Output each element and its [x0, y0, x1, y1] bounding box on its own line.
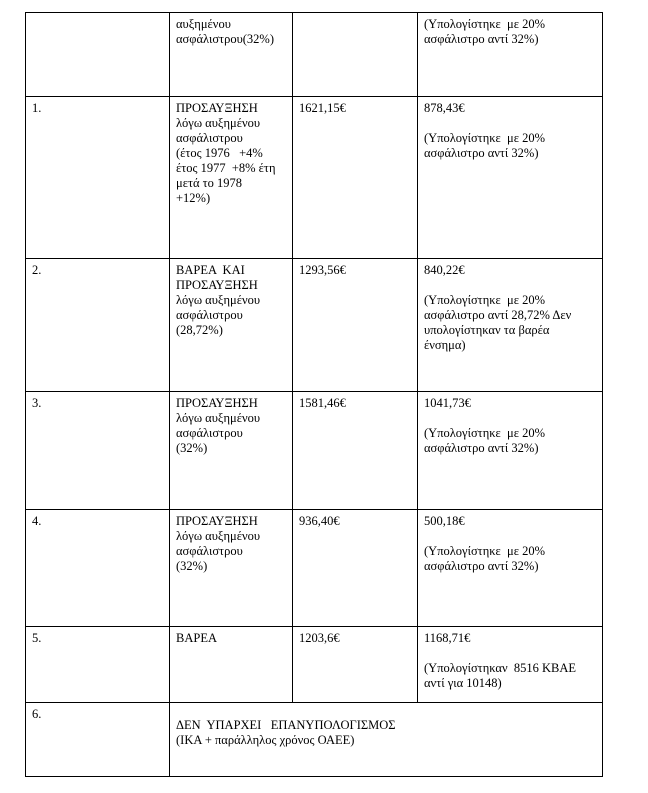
- no-recalculation-line: (ΙΚΑ + παράλληλος χρόνος ΟΑΕΕ): [176, 733, 355, 747]
- note-line: ασφάλιστρο αντί 32%): [424, 146, 539, 160]
- note-line: υπολογίστηκαν τα βαρέα: [424, 323, 550, 337]
- note-line: ασφάλιστρο αντί 28,72% Δεν: [424, 308, 572, 322]
- note-line: ένσημα): [424, 338, 466, 352]
- amount-value: 1203,6€: [299, 631, 340, 645]
- benefit-type-line: ασφάλιστρου: [176, 131, 243, 145]
- recalc-note: [424, 426, 597, 456]
- recalc-cell: [418, 259, 603, 392]
- benefit-type-line: λόγω αυξημένου: [176, 293, 261, 307]
- recalc-value: 878,43€: [424, 101, 465, 115]
- note-line: (Υπολογίστηκε με 20%: [424, 544, 546, 558]
- row-number: 6.: [32, 707, 42, 721]
- row-number-cell: [26, 13, 170, 97]
- amount-cell: [293, 259, 418, 392]
- note-line: (Υπολογίστηκαν 8516 ΚΒΑΕ: [424, 661, 577, 675]
- note-line: (Υπολογίστηκε με 20%: [424, 17, 546, 31]
- amount-value: 1293,56€: [299, 263, 346, 277]
- note-line: αντί για 10148): [424, 676, 502, 690]
- benefit-type-line: λόγω αυξημένου: [176, 529, 261, 543]
- benefit-type-cell: [170, 13, 293, 97]
- benefit-type-line: ασφάλιστρου: [176, 308, 243, 322]
- benefit-type-line: (έτος 1976 +4%: [176, 146, 263, 160]
- benefit-type-line: +12%): [176, 191, 211, 205]
- row-number: 5.: [32, 631, 42, 645]
- amount-cell: [293, 510, 418, 627]
- table-row: [26, 259, 603, 392]
- recalc-value: 1168,71€: [424, 631, 471, 645]
- row-number: 4.: [32, 514, 42, 528]
- no-recalculation-line: ΔΕΝ ΥΠΑΡΧΕΙ ΕΠΑΝΥΠΟΛΟΓΙΣΜΟΣ: [176, 718, 396, 732]
- benefit-type-line: ΠΡΟΣΑΥΞΗΣΗ: [176, 396, 258, 410]
- table-row: [26, 703, 603, 777]
- row-number-cell: [26, 510, 170, 627]
- note-line: (Υπολογίστηκε με 20%: [424, 426, 546, 440]
- amount-value: 1581,46€: [299, 396, 346, 410]
- benefit-type-line: ΠΡΟΣΑΥΞΗΣΗ: [176, 101, 258, 115]
- table-row: [26, 627, 603, 703]
- row-number: 1.: [32, 101, 42, 115]
- row-number: 3.: [32, 396, 42, 410]
- row-number-cell: [26, 392, 170, 510]
- benefit-type-line: αυξημένου: [176, 17, 231, 31]
- benefit-type-line: (32%): [176, 441, 208, 455]
- benefit-type-cell: [170, 97, 293, 259]
- recalc-cell: [418, 627, 603, 703]
- benefit-type-cell: [170, 510, 293, 627]
- benefit-type-line: λόγω αυξημένου: [176, 411, 261, 425]
- benefit-type-cell: [170, 627, 293, 703]
- amount-cell: [293, 13, 418, 97]
- benefit-type-line: ασφάλιστρου: [176, 426, 243, 440]
- note-line: ασφάλιστρο αντί 32%): [424, 559, 539, 573]
- amount-cell: [293, 97, 418, 259]
- recalc-value: 500,18€: [424, 514, 465, 528]
- row-number-cell: [26, 97, 170, 259]
- note-line: ασφάλιστρο αντί 32%): [424, 441, 539, 455]
- benefit-type-line: ΒΑΡΕΑ ΚΑΙ: [176, 263, 245, 277]
- table-row: [26, 510, 603, 627]
- benefit-type-line: ΒΑΡΕΑ: [176, 631, 217, 645]
- benefit-type-line: (28,72%): [176, 323, 223, 337]
- recalc-cell: [418, 13, 603, 97]
- table-row: [26, 13, 603, 97]
- recalc-cell: [418, 97, 603, 259]
- row-number-cell: [26, 703, 170, 777]
- amount-cell: [293, 627, 418, 703]
- benefit-type-cell: [170, 392, 293, 510]
- recalc-note: [424, 544, 597, 574]
- no-recalculation-cell: [170, 703, 603, 777]
- recalc-note: [424, 131, 597, 161]
- recalc-cell: [418, 392, 603, 510]
- table-row: [26, 392, 603, 510]
- amount-value: 1621,15€: [299, 101, 346, 115]
- recalc-note: [424, 293, 597, 353]
- recalc-note: [424, 661, 597, 691]
- benefit-type-line: έτος 1977 +8% έτη: [176, 161, 276, 175]
- recalculation-table: [25, 12, 603, 777]
- note-line: (Υπολογίστηκε με 20%: [424, 131, 546, 145]
- benefit-type-line: ασφάλιστρου: [176, 544, 243, 558]
- benefit-type-line: λόγω αυξημένου: [176, 116, 261, 130]
- row-number: 2.: [32, 263, 42, 277]
- row-number-cell: [26, 627, 170, 703]
- table-row: [26, 97, 603, 259]
- row-number-cell: [26, 259, 170, 392]
- benefit-type-cell: [170, 259, 293, 392]
- benefit-type-line: ασφάλιστρου(32%): [176, 32, 274, 46]
- amount-cell: [293, 392, 418, 510]
- recalc-value: 840,22€: [424, 263, 465, 277]
- benefit-type-line: ΠΡΟΣΑΥΞΗΣΗ: [176, 278, 258, 292]
- benefit-type-line: (32%): [176, 559, 208, 573]
- benefit-type-line: ΠΡΟΣΑΥΞΗΣΗ: [176, 514, 258, 528]
- note-line: ασφάλιστρο αντί 32%): [424, 32, 539, 46]
- benefit-type-line: μετά το 1978: [176, 176, 243, 190]
- amount-value: 936,40€: [299, 514, 340, 528]
- recalc-cell: [418, 510, 603, 627]
- note-line: (Υπολογίστηκε με 20%: [424, 293, 546, 307]
- recalc-value: 1041,73€: [424, 396, 471, 410]
